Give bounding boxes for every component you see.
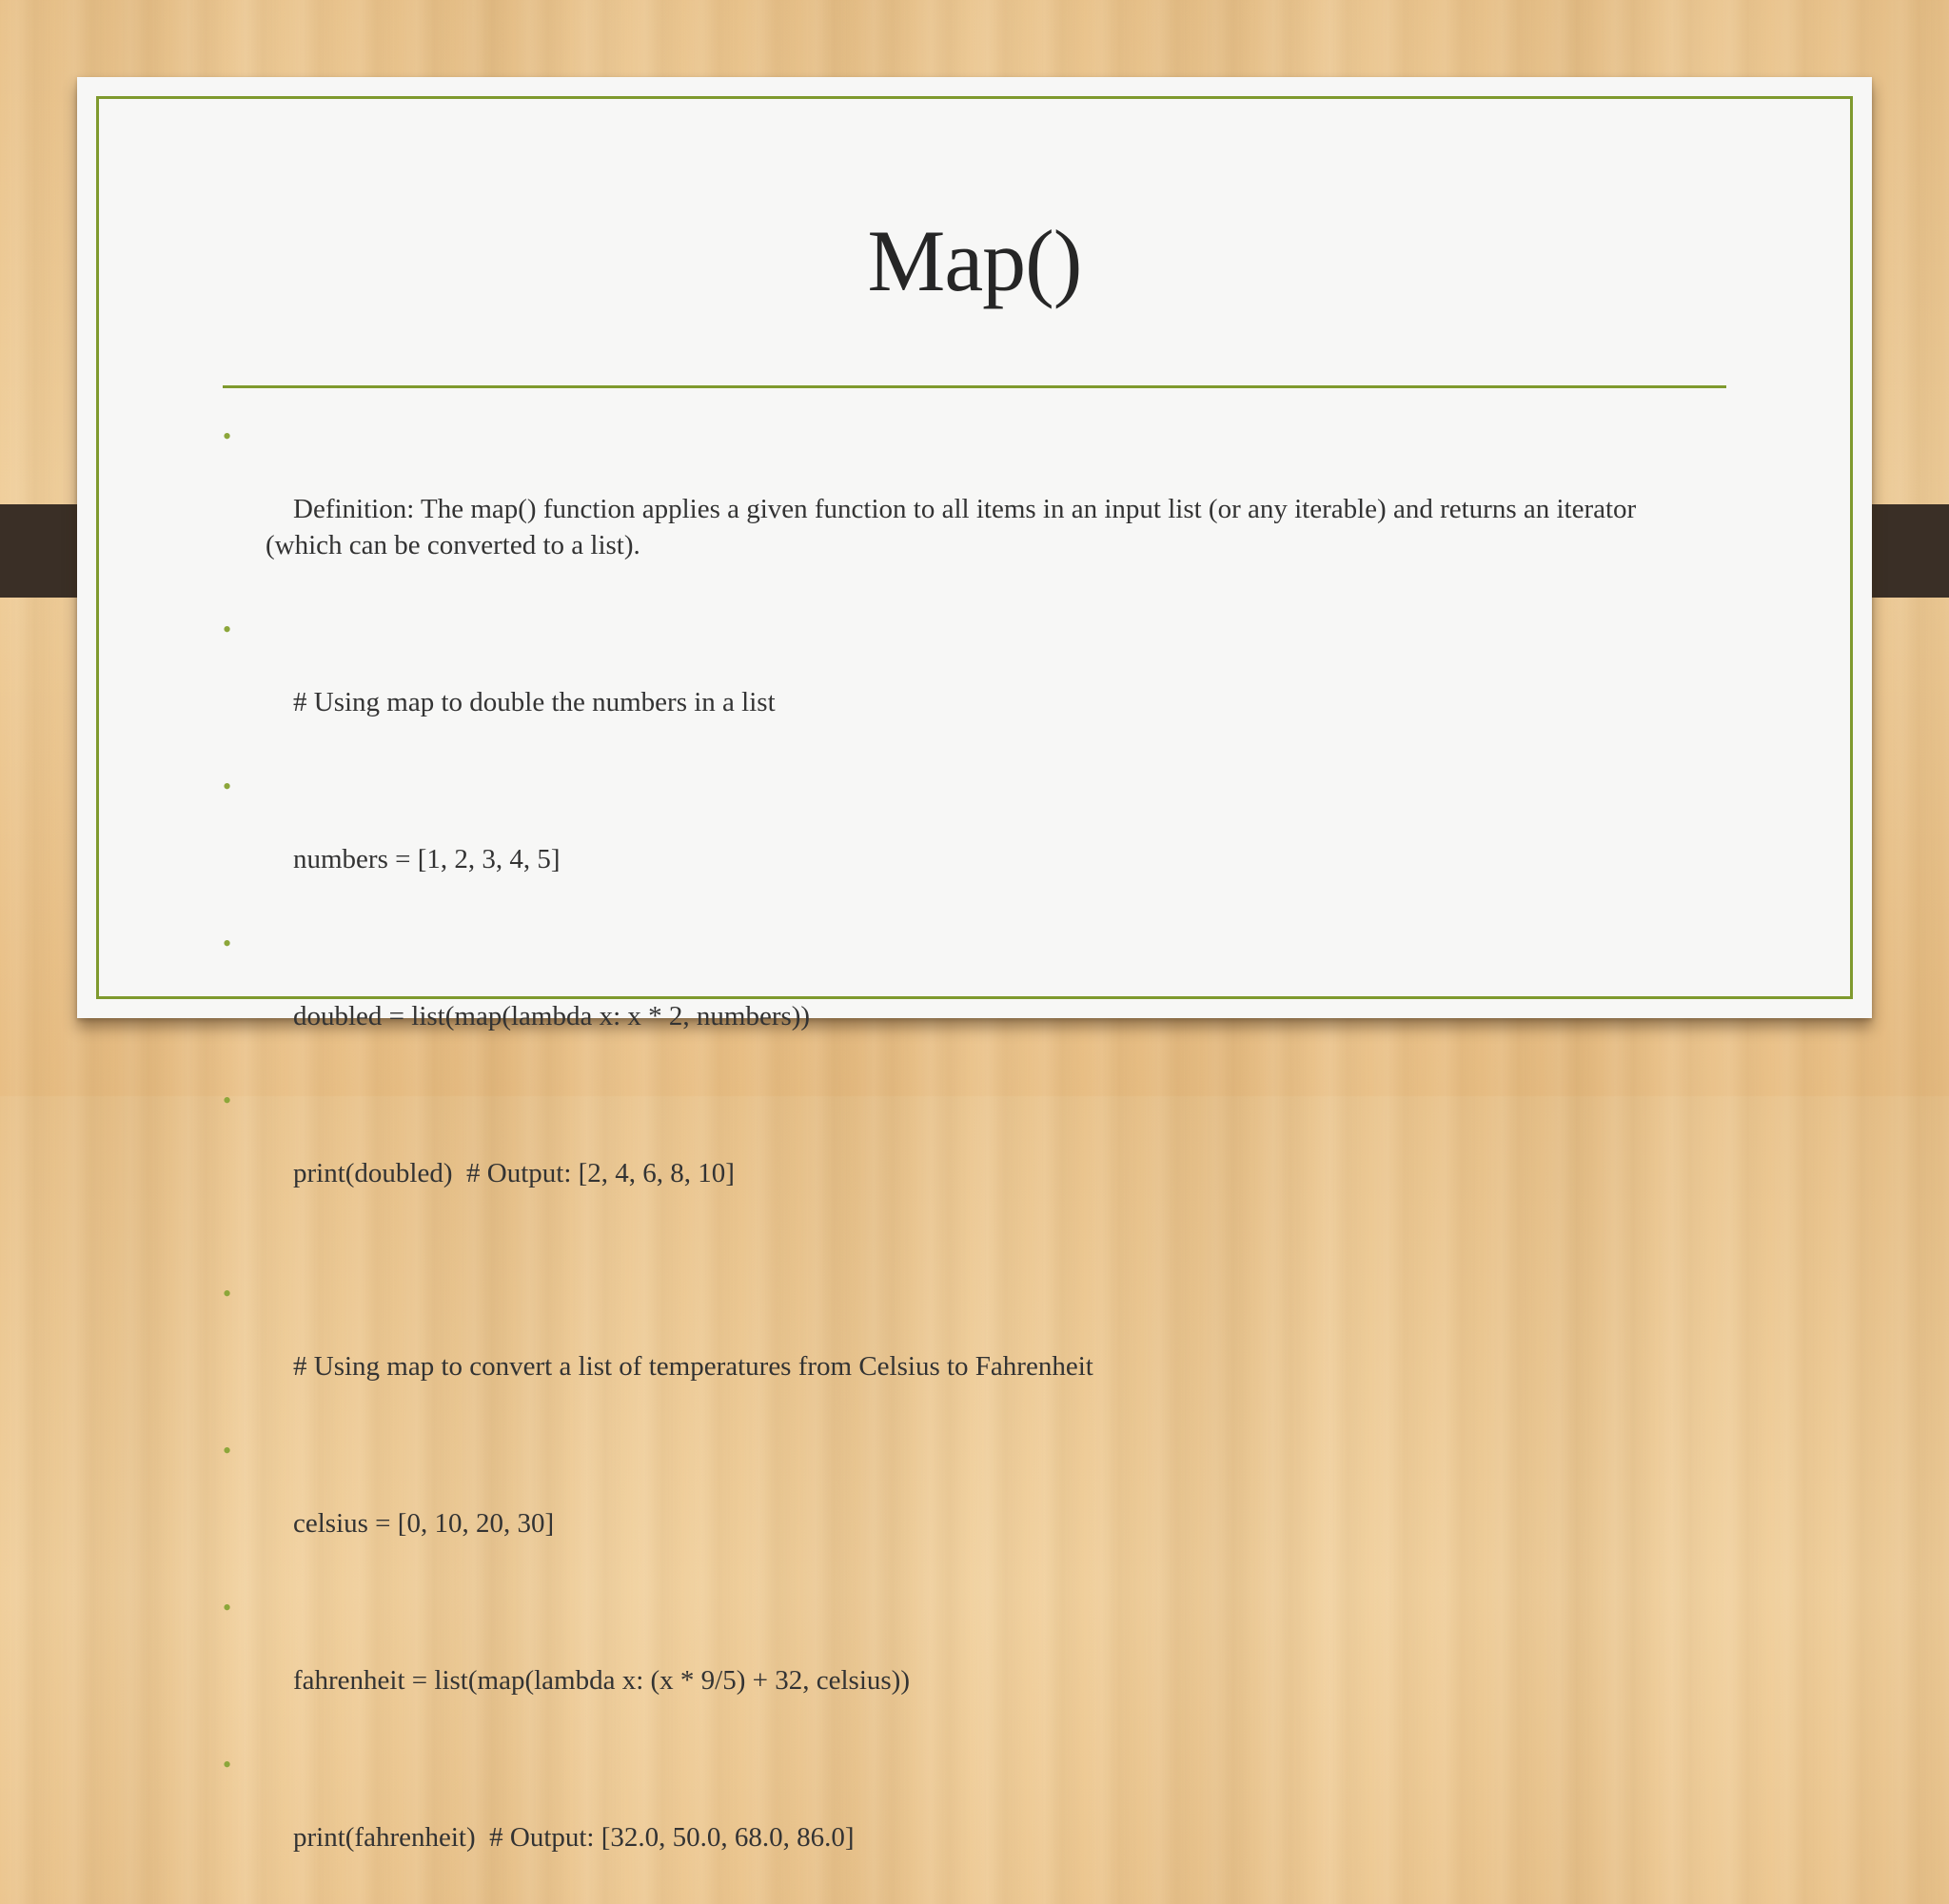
bullet-item-fahrenheit [223,1590,1707,1735]
bullet-icon: • [223,930,232,957]
bullet-icon: • [223,1437,232,1464]
bullet-icon: • [223,422,232,450]
bullet-item-comment-double [223,612,1707,756]
bullet-icon: • [223,1594,232,1621]
bullet-icon: • [223,616,232,643]
bullet-text: # Using map to double the numbers in a list [293,687,776,717]
bullet-text: celsius = [0, 10, 20, 30] [293,1508,555,1539]
bullet-item-print-doubled [223,1083,1707,1227]
slide-title: Map() [867,212,1082,309]
bullet-text: print(doubled) # Output: [2, 4, 6, 8, 10] [293,1158,735,1188]
bullet-text: fahrenheit = list(map(lambda x: (x * 9/5) + 32, celsius)) [293,1665,910,1696]
bullet-item-celsius [223,1433,1707,1578]
bullet-item-numbers [223,769,1707,913]
bullet-icon: • [223,1087,232,1114]
title-divider [223,385,1726,388]
bullet-item-comment-celsius [223,1276,1707,1421]
bullet-icon: • [223,1280,232,1307]
bullet-text: Definition: The map() function applies a given function to all items in an input list (or any iterable) and returns an iterator (which can be converted to a list). [266,494,1644,560]
bullet-text: doubled = list(map(lambda x: x * 2, numbers)) [293,1001,811,1031]
bullet-text: numbers = [1, 2, 3, 4, 5] [293,844,561,874]
bullet-item-definition [223,419,1707,599]
bullet-text: print(fahrenheit) # Output: [32.0, 50.0, 68.0, 86.0] [293,1822,855,1853]
bullet-icon: • [223,1751,232,1778]
bullet-icon: • [223,773,232,800]
bullet-text: # Using map to convert a list of temperatures from Celsius to Fahrenheit [293,1351,1093,1382]
bullet-item-doubled [223,926,1707,1070]
bullet-list [223,419,1707,1904]
bullet-item-print-fahrenheit [223,1747,1707,1892]
